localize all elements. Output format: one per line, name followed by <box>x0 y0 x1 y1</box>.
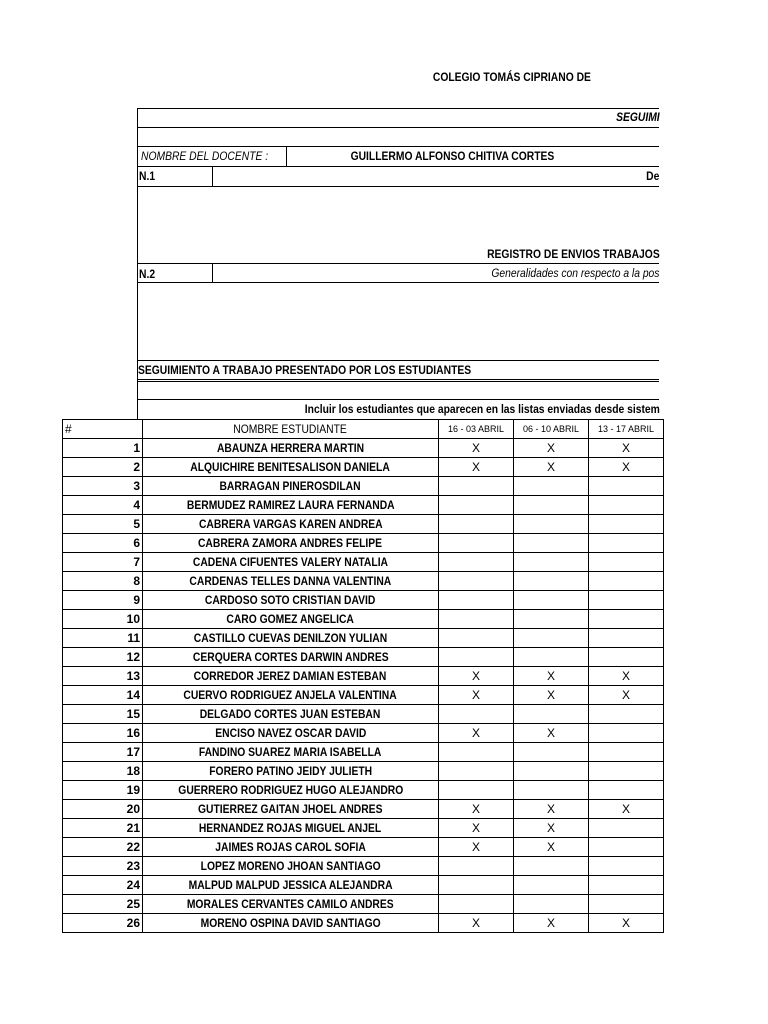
week-3-mark: X <box>589 439 664 458</box>
n2-text-value: Generalidades con respecto a la pos <box>490 266 659 280</box>
student-name-cell <box>143 610 439 629</box>
student-name: GUERRERO RODRIGUEZ HUGO ALEJANDRO <box>178 783 403 797</box>
student-name: CASTILLO CUEVAS DENILZON YULIAN <box>193 631 388 645</box>
week-2-mark <box>514 857 589 876</box>
week-2-mark <box>514 610 589 629</box>
student-name: CADENA CIFUENTES VALERY NATALIA <box>192 555 389 569</box>
week-1-mark <box>439 553 514 572</box>
row-number: 3 <box>63 477 143 496</box>
frame-line-3 <box>137 146 659 147</box>
student-name-cell <box>143 876 439 895</box>
week-3-mark <box>589 819 664 838</box>
week-2-mark <box>514 534 589 553</box>
week-2-mark: X <box>514 686 589 705</box>
week-3-mark <box>589 496 664 515</box>
week-3-mark <box>589 705 664 724</box>
student-name: CORREDOR JEREZ DAMIAN ESTEBAN <box>194 669 387 683</box>
table-row <box>63 458 664 477</box>
week-3-mark: X <box>589 800 664 819</box>
week-3-mark <box>589 724 664 743</box>
week-1-mark: X <box>439 458 514 477</box>
student-name-cell <box>143 572 439 591</box>
week-1-mark: X <box>439 686 514 705</box>
students-table <box>62 419 664 933</box>
row-number: 15 <box>63 705 143 724</box>
row-number: 7 <box>63 553 143 572</box>
week-1-mark <box>439 895 514 914</box>
week-1-mark: X <box>439 914 514 933</box>
student-name: MORENO OSPINA DAVID SANTIAGO <box>200 916 381 930</box>
table-row <box>63 781 664 800</box>
week-1-mark: X <box>439 439 514 458</box>
week-3-mark <box>589 553 664 572</box>
week-2-mark: X <box>514 819 589 838</box>
student-name: HERNANDEZ ROJAS MIGUEL ANJEL <box>199 821 382 835</box>
week-1-mark <box>439 743 514 762</box>
student-name: BERMUDEZ RAMIREZ LAURA FERNANDA <box>186 498 395 512</box>
week-3-mark <box>589 876 664 895</box>
week-1-mark: X <box>439 819 514 838</box>
week-2-mark: X <box>514 838 589 857</box>
row-number: 2 <box>63 458 143 477</box>
student-name: CUERVO RODRIGUEZ ANJELA VALENTINA <box>183 688 398 702</box>
week-2-mark: X <box>514 458 589 477</box>
week-1-mark <box>439 705 514 724</box>
table-row <box>63 800 664 819</box>
frame-line-4 <box>137 166 659 167</box>
week-3-mark <box>589 610 664 629</box>
student-name-cell <box>143 439 439 458</box>
week-1-mark <box>439 876 514 895</box>
frame-line-8 <box>137 360 659 361</box>
week-3-mark: X <box>589 686 664 705</box>
week-3-mark <box>589 743 664 762</box>
row-number: 11 <box>63 629 143 648</box>
col-number-header: # <box>63 420 143 439</box>
n1-divider <box>212 166 213 186</box>
week-2-mark: X <box>514 914 589 933</box>
col-week-2-header: 06 - 10 ABRIL <box>514 420 589 439</box>
week-2-mark <box>514 553 589 572</box>
table-row <box>63 515 664 534</box>
docente-name <box>287 148 617 164</box>
week-2-mark <box>514 496 589 515</box>
student-name-cell <box>143 857 439 876</box>
week-3-mark <box>589 838 664 857</box>
student-name: CARDENAS TELLES DANNA VALENTINA <box>189 574 392 588</box>
table-row <box>63 743 664 762</box>
week-3-mark <box>589 762 664 781</box>
n1-text <box>600 168 659 184</box>
table-row <box>63 534 664 553</box>
n2-divider <box>212 263 213 282</box>
registro-heading <box>420 246 660 262</box>
seguimiento-heading-text: SEGUIMI <box>616 110 660 124</box>
week-2-mark: X <box>514 439 589 458</box>
row-number: 9 <box>63 591 143 610</box>
table-row <box>63 553 664 572</box>
week-2-mark <box>514 895 589 914</box>
row-number: 1 <box>63 439 143 458</box>
student-name: CABRERA ZAMORA ANDRES FELIPE <box>198 536 383 550</box>
week-1-mark <box>439 629 514 648</box>
week-1-mark: X <box>439 667 514 686</box>
student-name: CABRERA VARGAS KAREN ANDREA <box>198 517 383 531</box>
student-name: FANDINO SUAREZ MARIA ISABELLA <box>199 745 382 759</box>
student-name-cell <box>143 496 439 515</box>
school-title <box>420 70 680 84</box>
student-name: LOPEZ MORENO JHOAN SANTIAGO <box>200 859 381 873</box>
frame-line-10 <box>137 399 659 400</box>
week-1-mark <box>439 477 514 496</box>
n1-label <box>139 168 158 184</box>
registro-heading-text: REGISTRO DE ENVIOS TRABAJOS <box>487 247 660 261</box>
student-name-cell <box>143 515 439 534</box>
table-row <box>63 477 664 496</box>
student-name-cell <box>143 534 439 553</box>
week-2-mark <box>514 705 589 724</box>
col-name-header-text: NOMBRE ESTUDIANTE <box>233 422 348 436</box>
row-number: 4 <box>63 496 143 515</box>
row-number: 12 <box>63 648 143 667</box>
student-name: DELGADO CORTES JUAN ESTEBAN <box>200 707 381 721</box>
student-name-cell <box>143 705 439 724</box>
student-name-cell <box>143 629 439 648</box>
week-1-mark <box>439 515 514 534</box>
student-name-cell <box>143 743 439 762</box>
week-2-mark <box>514 515 589 534</box>
student-name: CERQUERA CORTES DARWIN ANDRES <box>192 650 389 664</box>
seguimiento-trabajo-heading <box>138 362 525 378</box>
table-row <box>63 914 664 933</box>
week-1-mark <box>439 857 514 876</box>
student-name-cell <box>143 458 439 477</box>
n2-text <box>400 265 659 281</box>
student-name-cell <box>143 553 439 572</box>
week-2-mark <box>514 781 589 800</box>
week-1-mark: X <box>439 800 514 819</box>
col-name-header <box>143 420 439 439</box>
table-row <box>63 724 664 743</box>
docente-label <box>141 148 289 164</box>
student-name-cell <box>143 895 439 914</box>
n2-label-text: N.2 <box>139 267 156 281</box>
week-3-mark <box>589 591 664 610</box>
row-number: 10 <box>63 610 143 629</box>
student-name-cell <box>143 686 439 705</box>
frame-line-5 <box>137 186 659 187</box>
student-name-cell <box>143 648 439 667</box>
table-row <box>63 496 664 515</box>
row-number: 13 <box>63 667 143 686</box>
student-name-cell <box>143 762 439 781</box>
table-row <box>63 876 664 895</box>
student-name-cell <box>143 781 439 800</box>
week-2-mark <box>514 591 589 610</box>
row-number: 18 <box>63 762 143 781</box>
row-number: 22 <box>63 838 143 857</box>
table-row <box>63 819 664 838</box>
week-3-mark <box>589 477 664 496</box>
week-2-mark: X <box>514 800 589 819</box>
week-3-mark <box>589 515 664 534</box>
row-number: 21 <box>63 819 143 838</box>
row-number: 5 <box>63 515 143 534</box>
table-header-row <box>63 420 664 439</box>
n1-label-text: N.1 <box>139 169 156 183</box>
incluir-note <box>230 401 660 417</box>
student-name: BARRAGAN PINEROSDILAN <box>219 479 362 493</box>
week-3-mark: X <box>589 458 664 477</box>
row-number: 26 <box>63 914 143 933</box>
week-1-mark <box>439 534 514 553</box>
student-name-cell <box>143 838 439 857</box>
week-3-mark: X <box>589 667 664 686</box>
table-row <box>63 667 664 686</box>
week-2-mark <box>514 629 589 648</box>
week-3-mark <box>589 895 664 914</box>
table-row <box>63 629 664 648</box>
table-row <box>63 705 664 724</box>
row-number: 19 <box>63 781 143 800</box>
col-week-3-header: 13 - 17 ABRIL <box>589 420 664 439</box>
n1-text-value: De <box>645 169 659 183</box>
docente-name-text: GUILLERMO ALFONSO CHITIVA CORTES <box>350 149 554 163</box>
student-name-cell <box>143 667 439 686</box>
docente-label-text: NOMBRE DEL DOCENTE : <box>141 149 269 163</box>
week-3-mark <box>589 857 664 876</box>
student-name-cell <box>143 724 439 743</box>
week-2-mark <box>514 743 589 762</box>
frame-line-7 <box>137 282 659 283</box>
student-name: MALPUD MALPUD JESSICA ALEJANDRA <box>188 878 393 892</box>
frame-line-2 <box>137 127 659 128</box>
frame-line-9b <box>137 381 659 382</box>
frame-line-6 <box>137 263 659 264</box>
row-number: 16 <box>63 724 143 743</box>
table-row <box>63 648 664 667</box>
student-name: ALQUICHIRE BENITESALISON DANIELA <box>190 460 391 474</box>
table-row <box>63 762 664 781</box>
school-title-text: COLEGIO TOMÁS CIPRIANO DE <box>432 70 591 84</box>
table-row <box>63 591 664 610</box>
student-name: FORERO PATINO JEIDY JULIETH <box>209 764 372 778</box>
week-1-mark <box>439 648 514 667</box>
col-week-1-header: 16 - 03 ABRIL <box>439 420 514 439</box>
student-name: CARO GOMEZ ANGELICA <box>226 612 355 626</box>
student-name: CARDOSO SOTO CRISTIAN DAVID <box>205 593 376 607</box>
row-number: 6 <box>63 534 143 553</box>
week-2-mark <box>514 572 589 591</box>
week-1-mark <box>439 572 514 591</box>
week-3-mark <box>589 572 664 591</box>
table-row <box>63 895 664 914</box>
row-number: 23 <box>63 857 143 876</box>
seguimiento-heading <box>560 109 660 125</box>
student-name: ABAUNZA HERRERA MARTIN <box>216 441 365 455</box>
week-2-mark <box>514 876 589 895</box>
row-number: 25 <box>63 895 143 914</box>
week-1-mark <box>439 781 514 800</box>
student-name-cell <box>143 819 439 838</box>
incluir-note-text: Incluir los estudiantes que aparecen en las listas enviadas desde sistem <box>304 402 660 416</box>
student-name: ENCISO NAVEZ OSCAR DAVID <box>214 726 366 740</box>
student-name-cell <box>143 477 439 496</box>
week-2-mark: X <box>514 724 589 743</box>
week-1-mark: X <box>439 724 514 743</box>
student-name-cell <box>143 591 439 610</box>
seguimiento-trabajo-text: SEGUIMIENTO A TRABAJO PRESENTADO POR LOS ESTUDIANTES <box>138 363 472 377</box>
week-3-mark <box>589 534 664 553</box>
student-name-cell <box>143 800 439 819</box>
week-1-mark <box>439 496 514 515</box>
row-number: 8 <box>63 572 143 591</box>
student-name: MORALES CERVANTES CAMILO ANDRES <box>187 897 394 911</box>
table-row <box>63 857 664 876</box>
table-row <box>63 610 664 629</box>
row-number: 17 <box>63 743 143 762</box>
table-row <box>63 572 664 591</box>
table-row <box>63 686 664 705</box>
n2-label <box>139 266 158 282</box>
week-3-mark <box>589 781 664 800</box>
week-1-mark: X <box>439 838 514 857</box>
student-name: GUTIERREZ GAITAN JHOEL ANDRES <box>198 802 383 816</box>
week-2-mark: X <box>514 667 589 686</box>
frame-line-9 <box>137 379 659 380</box>
week-2-mark <box>514 648 589 667</box>
table-row <box>63 838 664 857</box>
student-name: JAIMES ROJAS CAROL SOFIA <box>215 840 366 854</box>
week-1-mark <box>439 610 514 629</box>
week-3-mark <box>589 629 664 648</box>
week-3-mark <box>589 648 664 667</box>
table-row <box>63 439 664 458</box>
student-name-cell <box>143 914 439 933</box>
week-1-mark <box>439 591 514 610</box>
row-number: 24 <box>63 876 143 895</box>
week-2-mark <box>514 477 589 496</box>
row-number: 20 <box>63 800 143 819</box>
row-number: 14 <box>63 686 143 705</box>
week-2-mark <box>514 762 589 781</box>
week-3-mark: X <box>589 914 664 933</box>
week-1-mark <box>439 762 514 781</box>
